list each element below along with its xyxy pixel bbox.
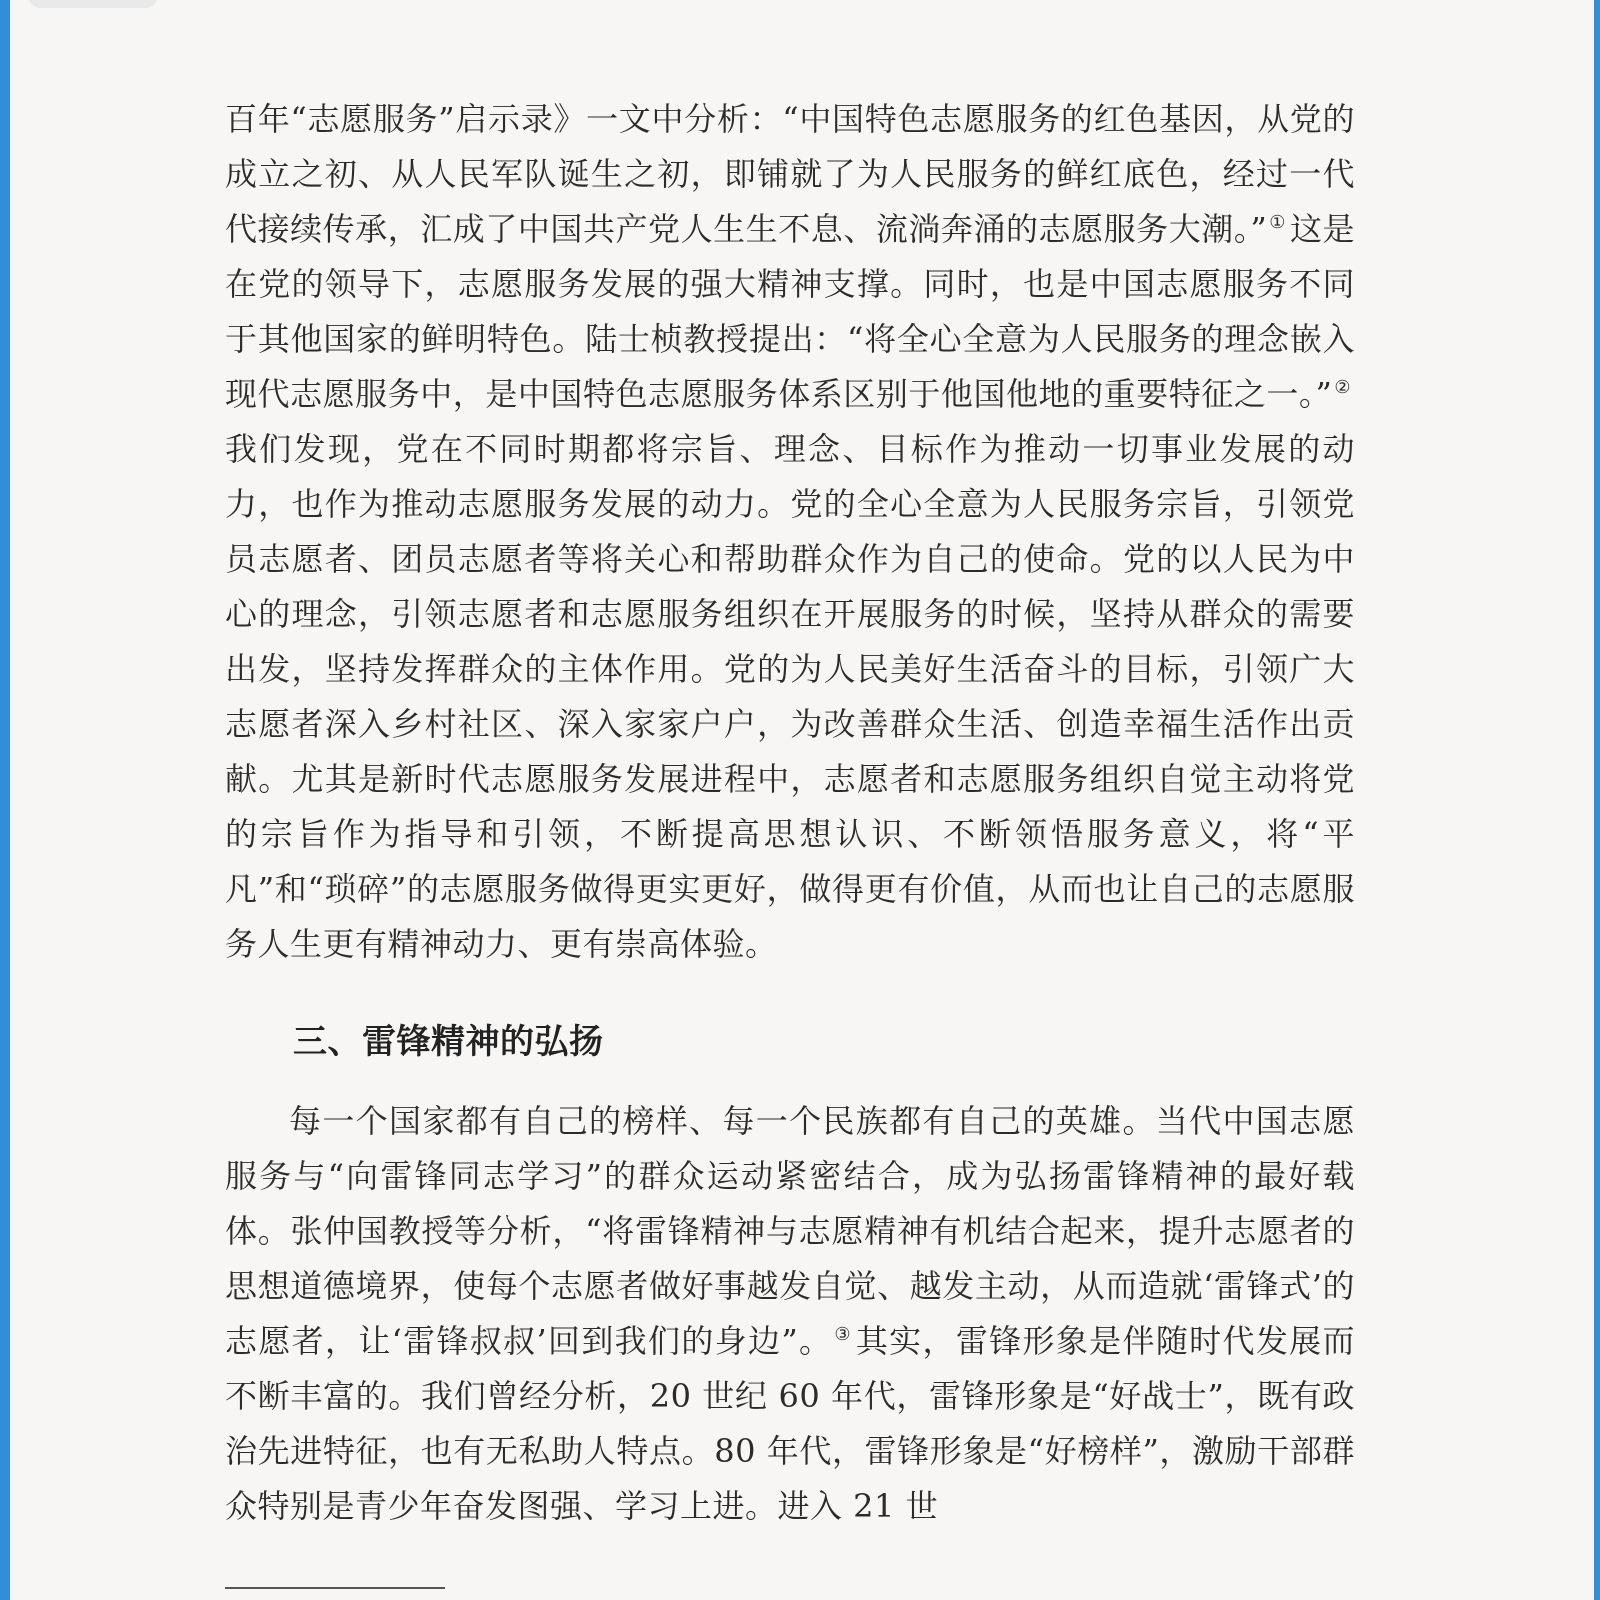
paragraph2-text-2: 其实，雷锋形象是伴随时代发展而不断丰富的。我们曾经分析，20 世纪 60 年代，雷锋形象是“好战士”，既有政治先进特征，也有无私助人特点。80 年代，雷锋形象是“好榜样”，激励干部群众特别是青少年奋发图强、学习上进。进入 21 世 (225, 1322, 1355, 1525)
paragraph1-text-2: 这是在党的领导下，志愿服务发展的强大精神支撑。同时，也是中国志愿服务不同于其他国家的鲜明特色。陆士桢教授提出：“将全心全意为人民服务的理念嵌入现代志愿服务中，是中国特色志愿服务体系区别于他国他地的重要特征之一。” (225, 210, 1355, 413)
page-body (225, 92, 1355, 1534)
paragraph2-text-1: 每一个国家都有自己的榜样、每一个民族都有自己的英雄。当代中国志愿服务与“向雷锋同志学习”的群众运动紧密结合，成为弘扬雷锋精神的最好载体。张仲国教授等分析，“将雷锋精神与志愿精神有机结合起来，提升志愿者的思想道德境界，使每个志愿者做好事越发自觉、越发主动，从而造就‘雷锋式’的志愿者，让‘雷锋叔叔’回到我们的身边”。 (225, 1102, 1355, 1360)
section-heading: 三、雷锋精神的弘扬 (293, 1022, 604, 1062)
top-edge-shadow (28, 0, 158, 8)
footnote-marker-1[interactable]: ① (1269, 212, 1286, 234)
paragraph-lei-feng-spirit (225, 1094, 1355, 1534)
footnote-divider (225, 1587, 445, 1589)
paragraph1-text-3: 我们发现，党在不同时期都将宗旨、理念、目标作为推动一切事业发展的动力，也作为推动志愿服务发展的动力。党的全心全意为人民服务宗旨，引领党员志愿者、团员志愿者等将关心和帮助群众作为自己的使命。党的以人民为中心的理念，引领志愿者和志愿服务组织在开展服务的时候，坚持从群众的需要出发，坚持发挥群众的主体作用。党的为人民美好生活奋斗的目标，引领广大志愿者深入乡村社区、深入家家户户，为改善群众生活、创造幸福生活作出贡献。尤其是新时代志愿服务发展进程中，志愿者和志愿服务组织自觉主动将党的宗旨作为指导和引领，不断提高思想认识、不断领悟服务意义，将“平凡”和“琐碎”的志愿服务做得更实更好，做得更有价值，从而也让自己的志愿服务人生更有精神动力、更有崇高体验。 (225, 430, 1355, 963)
paragraph-volunteer-service (225, 92, 1355, 972)
paragraph1-text-1: 百年“志愿服务”启示录》一文中分析：“中国特色志愿服务的红色基因，从党的成立之初、从人民军队诞生之初，即铺就了为人民服务的鲜红底色，经过一代代接续传承，汇成了中国共产党人生生不息、流淌奔涌的志愿服务大潮。” (225, 100, 1355, 248)
footnote-marker-3[interactable]: ③ (834, 1324, 852, 1346)
footnote-marker-2[interactable]: ② (1334, 377, 1351, 399)
